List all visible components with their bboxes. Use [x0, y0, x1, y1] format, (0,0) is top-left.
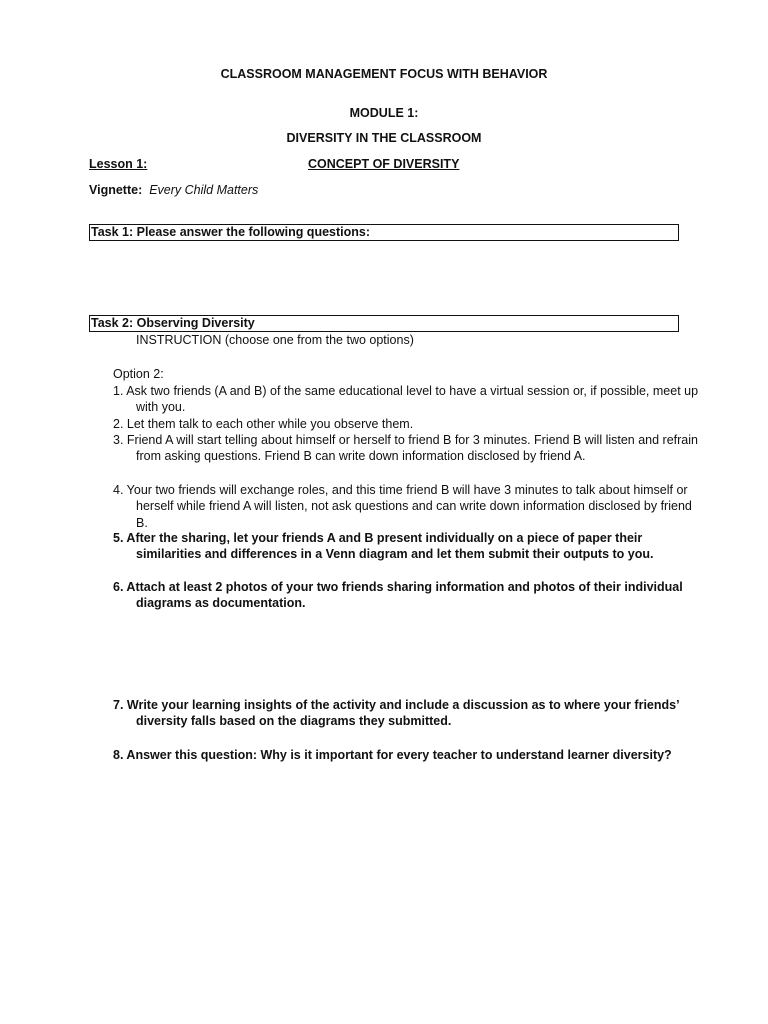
step-item: 7. Write your learning insights of the activity and include a discussion as to where your friends’ diversity falls based on the diagrams they submitted. — [113, 698, 679, 729]
module-title: DIVERSITY IN THE CLASSROOM — [286, 131, 482, 145]
lesson-title: CONCEPT OF DIVERSITY — [308, 157, 460, 171]
task2-instruction: INSTRUCTION (choose one from the two options) — [136, 333, 414, 347]
step-item: 8. Answer this question: Why is it important for every teacher to understand learner diversity? — [113, 748, 672, 762]
step-item: 5. After the sharing, let your friends A and B present individually on a piece of paper their similarities and differences in a Venn diagram and let them submit their outputs to you. — [113, 531, 654, 562]
step-item: 1. Ask two friends (A and B) of the same educational level to have a virtual session or, if possible, meet up with you. — [113, 384, 699, 415]
document-title: CLASSROOM MANAGEMENT FOCUS WITH BEHAVIOR — [220, 67, 548, 81]
vignette-label: Vignette: — [89, 183, 143, 197]
vignette-title: Every Child Matters — [149, 183, 259, 197]
vignette-line — [89, 183, 258, 197]
task1-label: Task 1: Please answer the following questions: — [91, 225, 371, 239]
step-item: 4. Your two friends will exchange roles, and this time friend B will have 3 minutes to talk about himself or herself while friend A will listen, not ask questions and can write down information disclosed by friend B. — [113, 483, 692, 530]
step-item: 3. Friend A will start telling about himself or herself to friend B for 3 minutes. Friend B will listen and refrain from asking questions. Friend B can write down information disclosed by friend A. — [113, 433, 698, 464]
option-label: Option 2: — [113, 367, 164, 381]
lesson-label: Lesson 1: — [89, 157, 148, 171]
task2-label: Task 2: Observing Diversity — [91, 316, 255, 330]
step-item: 2. Let them talk to each other while you observe them. — [113, 417, 414, 431]
task2-box — [89, 315, 679, 332]
module-number: MODULE 1: — [349, 106, 419, 120]
task1-box — [89, 224, 679, 241]
step-item: 6. Attach at least 2 photos of your two friends sharing information and photos of their individual diagrams as documentation. — [113, 580, 683, 611]
